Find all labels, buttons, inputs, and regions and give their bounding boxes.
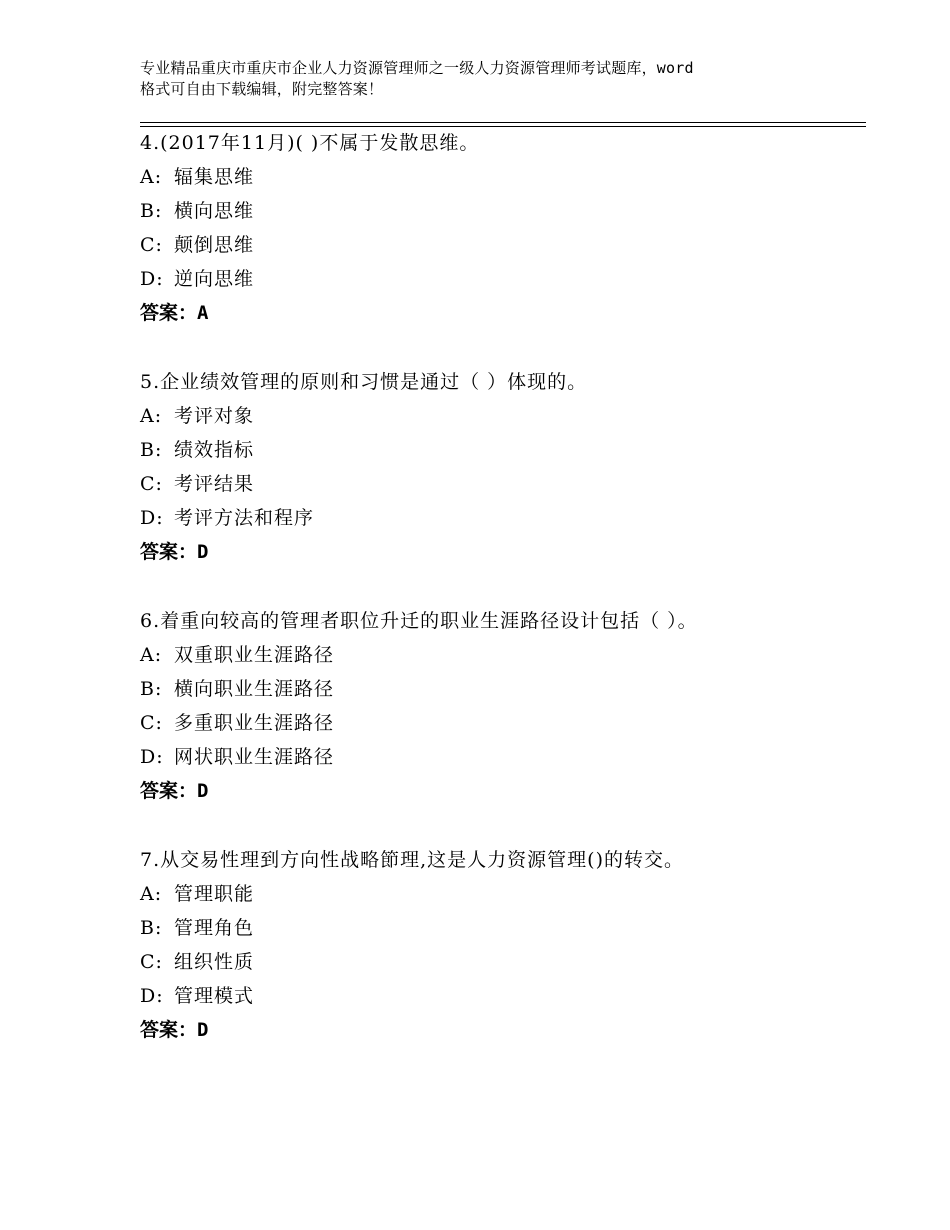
option-text: 辐集思维	[174, 166, 255, 188]
option-letter: A:	[140, 166, 163, 188]
answer-line	[140, 296, 860, 330]
option-a	[140, 399, 860, 433]
option-a	[140, 877, 860, 911]
header-divider-top	[140, 122, 866, 123]
question-block	[140, 126, 860, 330]
document-header	[140, 58, 830, 100]
question-text: 7.从交易性理到方向性战略節理,这是人力资源管理()的转交。	[140, 849, 684, 871]
option-b	[140, 433, 860, 467]
option-c	[140, 945, 860, 979]
option-text: 组织性质	[174, 951, 255, 973]
option-text: 横向职业生涯路径	[174, 678, 335, 700]
option-letter: C:	[140, 473, 163, 495]
header-line-2: 格式可自由下载编辑，附完整答案！	[140, 80, 384, 98]
option-d	[140, 262, 860, 296]
option-letter: C:	[140, 951, 163, 973]
option-b	[140, 911, 860, 945]
option-text: 网状职业生涯路径	[174, 746, 335, 768]
option-letter: D:	[140, 746, 164, 768]
option-text: 考评结果	[174, 473, 255, 495]
option-d	[140, 501, 860, 535]
option-c	[140, 467, 860, 501]
answer-line	[140, 774, 860, 808]
answer-label: 答案：	[140, 780, 198, 802]
option-text: 逆向思维	[174, 268, 255, 290]
option-letter: C:	[140, 234, 163, 256]
question-text: 5.企业绩效管理的原则和习惯是通过（ ）体现的。	[140, 371, 588, 393]
option-text: 颠倒思维	[174, 234, 255, 256]
answer-line	[140, 1013, 860, 1047]
option-text: 绩效指标	[174, 439, 255, 461]
option-letter: A:	[140, 644, 163, 666]
question-block	[140, 365, 860, 569]
answer-value: D	[197, 780, 209, 802]
header-line-1: 专业精品重庆市重庆市企业人力资源管理师之一级人力资源管理师考试题库，word	[140, 59, 694, 77]
question-block	[140, 843, 860, 1047]
option-letter: D:	[140, 507, 164, 529]
option-text: 管理模式	[174, 985, 255, 1007]
option-text: 多重职业生涯路径	[174, 712, 335, 734]
option-b	[140, 672, 860, 706]
option-letter: C:	[140, 712, 163, 734]
question-text: 6.着重向较高的管理者职位升迁的职业生涯路径设计包括（ ）。	[140, 610, 698, 632]
option-letter: B:	[140, 678, 163, 700]
option-b	[140, 194, 860, 228]
answer-label: 答案：	[140, 302, 198, 324]
option-text: 横向思维	[174, 200, 255, 222]
option-text: 管理职能	[174, 883, 255, 905]
question-block	[140, 604, 860, 808]
option-c	[140, 228, 860, 262]
option-a	[140, 160, 860, 194]
answer-value: A	[197, 302, 209, 324]
option-text: 考评对象	[174, 405, 255, 427]
option-d	[140, 740, 860, 774]
option-d	[140, 979, 860, 1013]
option-letter: B:	[140, 200, 163, 222]
option-c	[140, 706, 860, 740]
option-letter: D:	[140, 268, 164, 290]
option-letter: A:	[140, 883, 163, 905]
option-letter: A:	[140, 405, 163, 427]
option-letter: D:	[140, 985, 164, 1007]
option-a	[140, 638, 860, 672]
answer-label: 答案：	[140, 541, 198, 563]
answer-line	[140, 535, 860, 569]
answer-value: D	[197, 541, 209, 563]
question-text: 4.(2017年11月)( )不属于发散思维。	[140, 132, 480, 154]
option-letter: B:	[140, 439, 163, 461]
answer-label: 答案：	[140, 1019, 198, 1041]
option-text: 双重职业生涯路径	[174, 644, 335, 666]
option-text: 考评方法和程序	[174, 507, 315, 529]
option-letter: B:	[140, 917, 163, 939]
option-text: 管理角色	[174, 917, 255, 939]
answer-value: D	[197, 1019, 209, 1041]
